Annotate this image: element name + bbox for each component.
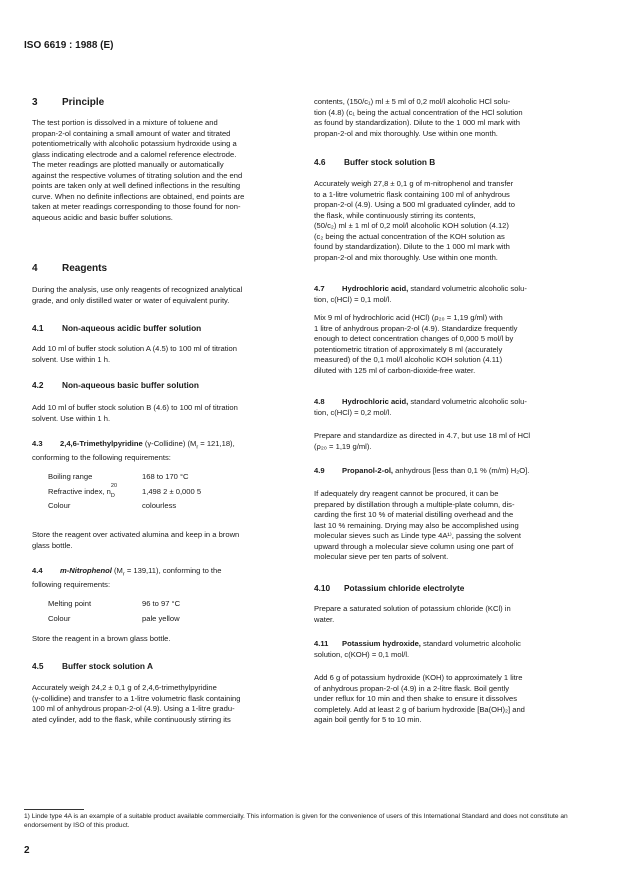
text-line: (γ-collidine) and transfer to a 1-litre volumetric flask containing <box>32 693 241 703</box>
text-line: contents, (150/c₁) ml ± 5 ml of 0,2 mol/l alcoholic HCl solu- <box>314 97 511 106</box>
requirement-row: Colour pale yellow <box>48 613 180 623</box>
text-line: to a 1-litre volumetric flask containing 100 ml of anhydrous <box>314 189 510 199</box>
requirement-row: Melting point 96 to 97 °C <box>48 599 181 608</box>
text-line: (c₂ being the actual concentration of the KOH solution as <box>314 231 505 241</box>
text-line: Prepare and standardize as directed in 4.7, but use 18 ml of HCl <box>314 431 531 440</box>
text-line: diluted with 125 ml of carbon-dioxide-free water. <box>314 365 476 375</box>
text-line: The test portion is dissolved in a mixture of toluene and <box>32 118 218 127</box>
heading-4-6: 4.6 Buffer stock solution B <box>314 157 436 167</box>
text-line: against the respective volumes of titrating solution and the end <box>32 170 243 180</box>
text-line: potentiometrically with alcoholic potassium hydroxide using a <box>32 139 237 148</box>
text-line: water. <box>314 614 335 624</box>
text-line: the flask, while continuously stirring its contents, <box>314 210 476 220</box>
section-4-7-text <box>314 313 586 376</box>
document-header: ISO 6619 : 1988 (E) <box>24 40 114 51</box>
heading-principle: 3 Principle <box>32 97 105 108</box>
text-line: 100 ml of anhydrous propan-2-ol (4.9). Using a 1-litre gradu- <box>32 704 235 713</box>
text-line: propan-2-ol and mix thoroughly. Use within one month. <box>314 252 498 262</box>
text-line: ated cylinder, add to the flask, while continuously stirring its <box>32 714 231 724</box>
text-line: solvent. Use within 1 h. <box>32 413 111 423</box>
section-4-11-text <box>314 673 586 726</box>
section-4-3-storage <box>32 530 300 551</box>
heading-4-5: 4.5 Buffer stock solution A <box>32 661 153 671</box>
section-4-9-text <box>314 489 586 563</box>
section-4-6-text <box>314 179 586 263</box>
text-line: Mix 9 ml of hydrochloric acid (HCl) (ρ₂₀ = 1,19 g/ml) with <box>314 313 503 322</box>
heading-reagents: 4 Reagents <box>32 263 108 274</box>
text-line: 1 litre of anhydrous propan-2-ol (4.9). Standardize frequently <box>314 323 518 333</box>
text-line: (50/c₂) ml ± 1 ml of 0,2 mol/l alcoholic KOH solution (4.12) <box>314 221 509 230</box>
text-line: Store the reagent in a brown glass bottle. <box>32 634 171 643</box>
text-line: propan-2-ol and mix thoroughly. Use within one month. <box>314 128 498 138</box>
text-line: glass indicating electrode and a calomel reference electrode. <box>32 149 237 159</box>
section-4-4-storage <box>32 634 300 645</box>
text-line: Prepare a saturated solution of potassium chloride (KCl) in <box>314 604 511 613</box>
section-4-2-text <box>32 403 300 424</box>
text-line: If adequately dry reagent cannot be procured, it can be <box>314 489 499 498</box>
heading-4-2-title: 4.2 Non-aqueous basic buffer solution <box>32 380 199 390</box>
footnote-rule <box>24 809 84 810</box>
text-line: Accurately weigh 24,2 ± 0,1 g of 2,4,6-trimethylpyridine <box>32 683 217 692</box>
reagents-intro <box>32 285 300 306</box>
text-line: The meter readings are plotted manually or automatically <box>32 160 224 169</box>
text-line: carding the first 10 % of material distilling overhead and the <box>314 510 514 519</box>
heading-4-10: 4.10 Potassium chloride electrolyte <box>314 583 465 593</box>
text-line: aqueous acidic and basic buffer solutions. <box>32 212 173 222</box>
heading-4-3: 4.3 2,4,6-Trimethylpyridine (γ-Collidine) $(M_r = 121,18)$, conforming to the following requirements: <box>32 439 235 463</box>
section-4-8-text <box>314 431 586 452</box>
requirement-row: Colour colourless <box>48 501 177 510</box>
text-line: last 10 % remaining. Drying may also be accomplished using <box>314 520 519 530</box>
text-line: Add 6 g of potassium hydroxide (KOH) to approximately 1 litre <box>314 673 523 682</box>
heading-4-8: 4.8 Hydrochloric acid, standard volumetric alcoholic solu- tion, c(HCl) = 0,2 mol/l. <box>314 397 527 417</box>
text-line: completely. Add at least 2 g of barium hydroxide [Ba(OH)₂] and <box>314 704 525 714</box>
text-line: of anhydrous propan-2-ol (4.9) in a 2-litre flask. Boil gently <box>314 683 510 693</box>
text-line: propan-2-ol (4.9). Using a 500 ml graduated cylinder, add to <box>314 200 515 209</box>
heading-4-9: 4.9 Propanol-2-ol, anhydrous [less than 0,1 % (m/m) H₂O]. <box>314 466 530 475</box>
text-line: enough to detect concentration changes of 0,000 5 mol/l by <box>314 334 514 343</box>
page-number: 2 <box>24 845 30 856</box>
text-line: upward through a molecular sieve column using one part of <box>314 541 514 551</box>
text-line: During the analysis, use only reagents of recognized analytical <box>32 285 243 294</box>
text-line: points are taken only at well defined inflections in the resulting <box>32 181 241 190</box>
text-line: as found by standardization). Dilute to the 1 000 ml mark with <box>314 118 520 127</box>
text-line: Accurately weigh 27,8 ± 0,1 g of m-nitrophenol and transfer <box>314 179 514 188</box>
principle-text <box>32 118 300 223</box>
footnote: 1) Linde type 4A is an example of a suitable product available commercially. This information is given for the convenience of users of this International Standard and does not constitute an endorsement by ISO of this product. <box>24 813 568 829</box>
text-line: tion (4.8) (c₁ being the actual concentration of the HCl solution <box>314 107 523 117</box>
section-4-1-text <box>32 344 300 365</box>
text-line: measured) of the 0,1 mol/l alcoholic KOH solution (4.11) <box>314 355 503 364</box>
text-line: Store the reagent over activated alumina and keep in a brown <box>32 530 240 539</box>
text-line: (ρ₂₀ = 1,19 g/ml). <box>314 441 372 451</box>
text-line: glass bottle. <box>32 540 73 550</box>
heading-4-7: 4.7 Hydrochloric acid, standard volumetric alcoholic solu- tion, c(HCl) = 0,1 mol/l. <box>314 284 527 304</box>
text-line: Add 10 ml of buffer stock solution A (4.5) to 100 ml of titration <box>32 344 238 353</box>
text-line: molecular sieves such as Linde type 4A¹⁾, passing the solvent <box>314 531 522 540</box>
text-line: Add 10 ml of buffer stock solution B (4.6) to 100 ml of titration <box>32 403 238 412</box>
heading-4-4: 4.4 m-Nitrophenol $(M_r = 139,11)$, conforming to the following requirements: <box>32 566 222 590</box>
text-line: curve. When no definite inflections are obtained, end points are <box>32 191 245 201</box>
text-line: grade, and only distilled water or water of equivalent purity. <box>32 295 230 305</box>
heading-4-1: 4.1 Non-aqueous acidic buffer solution <box>32 323 202 333</box>
requirement-row: Refractive index, n 20 D 1,498 2 ± 0,000 5 <box>48 482 202 499</box>
heading-4-11: 4.11 Potassium hydroxide, standard volumetric alcoholic solution, c(KOH) = 0,1 mol/l. <box>314 639 521 659</box>
text-line: molecular sieve per ten parts of solvent. <box>314 552 449 561</box>
section-4-5-continued <box>314 97 586 139</box>
section-4-5-text <box>32 683 300 725</box>
text-line: solvent. Use within 1 h. <box>32 354 111 364</box>
text-line: propan-2-ol containing a small amount of water and titrated <box>32 128 231 138</box>
collidine-requirements <box>48 470 201 514</box>
text-line: potentiometric titration of approximately 8 ml (accurately <box>314 344 503 354</box>
text-line: again boil gently for 5 to 10 min. <box>314 715 422 724</box>
text-line: prepared by distillation through a multiple-plate column, dis- <box>314 499 515 509</box>
section-4-10-text <box>314 604 586 625</box>
nitrophenol-requirements <box>48 597 180 626</box>
text-line: under reflux for 10 min and then shake to ensure it dissolves <box>314 694 518 703</box>
text-line: found by standardization). Dilute to the 1 000 ml mark with <box>314 242 510 251</box>
text-line: taken at meter readings corresponding to those found for non- <box>32 202 241 211</box>
requirement-row: Boiling range 168 to 170 °C <box>48 472 189 481</box>
